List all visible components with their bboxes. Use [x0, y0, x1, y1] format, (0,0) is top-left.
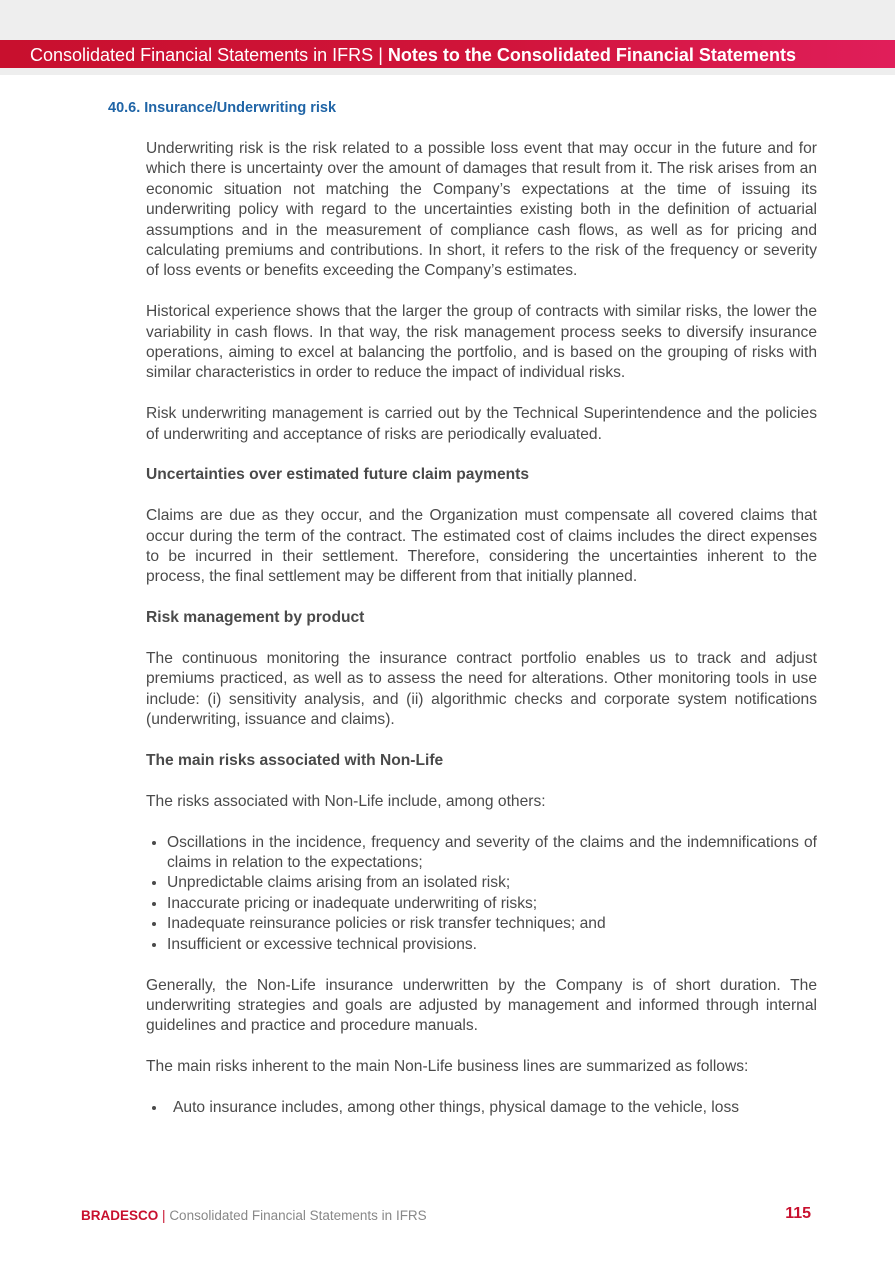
paragraph-claims: Claims are due as they occur, and the Organization must compensate all covered claims that occur during the term of the contract. The estimated cost of claims includes the direct expenses to be incurred in their settlement. Therefore, considering the uncertainties inherent to the process, the final settlement may be different from that initially planned.	[146, 507, 817, 586]
paragraph-business-lines: The main risks inherent to the main Non-Life business lines are summarized as follows:	[146, 1058, 749, 1076]
heading-uncertainties: Uncertainties over estimated future claim payments	[146, 466, 530, 484]
section-title: 40.6. Insurance/Underwriting risk	[108, 100, 337, 116]
header-underlay	[0, 68, 895, 75]
business-lines-list	[146, 1098, 817, 1118]
main-content	[146, 139, 817, 1118]
page-header	[0, 40, 895, 68]
header-title	[30, 44, 796, 66]
footer-title: Consolidated Financial Statements in IFRS	[169, 1208, 427, 1223]
paragraph-historical-experience: Historical experience shows that the larger the group of contracts with similar risks, the lower the variability in cash flows. In that way, the risk management process seeks to diversify insurance operations, aiming to excel at balancing the portfolio, and is based on the grouping of risks with similar characteristics in order to reduce the impact of individual risks.	[146, 303, 817, 382]
paragraph-underwriting-risk: Underwriting risk is the risk related to a possible loss event that may occur in the future and for which there is uncertainty over the amount of damages that result from it. The risk arises from an economic situation not matching the Company’s expectations at the time of issuing its underwriting policy with regard to the uncertainties existing both in the definition of actuarial assumptions and in the measurement of compliance cash flows, as well as for pricing and calculating premiums and contributions. In short, it refers to the risk of the frequency or severity of loss events or benefits exceeding the Company’s estimates.	[146, 140, 817, 280]
list-item: • Inaccurate pricing or inadequate underwriting of risks;	[167, 894, 817, 914]
header-title-bold: Notes to the Consolidated Financial Statements	[387, 45, 796, 65]
heading-risk-by-product: Risk management by product	[146, 609, 365, 627]
header-separator: |	[378, 45, 383, 65]
paragraph-risk-management: Risk underwriting management is carried out by the Technical Superintendence and the policies of underwriting and acceptance of risks are periodically evaluated.	[146, 405, 817, 443]
paragraph-non-life-intro: The risks associated with Non-Life include, among others:	[146, 792, 546, 810]
paragraph-monitoring: The continuous monitoring the insurance contract portfolio enables us to track and adjust premiums practiced, as well as to assess the need for alterations. Other monitoring tools in use include: (i) sensitivity analysis, and (ii) algorithmic checks and corporate system notifications (underwriting, issuance and claims).	[146, 650, 817, 729]
paragraph-short-duration: Generally, the Non-Life insurance underwritten by the Company is of short duration. The underwriting strategies and goals are adjusted by management and informed through internal guidelines and practice and procedure manuals.	[146, 976, 817, 1035]
page-number: 115	[785, 1205, 811, 1222]
heading-non-life-risks: The main risks associated with Non-Life	[146, 752, 444, 770]
list-item: • Oscillations in the incidence, frequency and severity of the claims and the indemnifications of claims in relation to the expectations;	[167, 833, 817, 874]
list-item: • Inadequate reinsurance policies or risk transfer techniques; and	[167, 914, 817, 934]
non-life-risk-list	[146, 833, 817, 955]
footer-separator: |	[162, 1208, 166, 1223]
list-item: • Insufficient or excessive technical provisions.	[167, 935, 817, 955]
header-title-regular: Consolidated Financial Statements in IFRS	[30, 45, 374, 65]
footer-brand: BRADESCO	[81, 1208, 159, 1223]
page-footer	[81, 1207, 811, 1227]
list-item: • Unpredictable claims arising from an isolated risk;	[167, 873, 817, 893]
top-strip	[0, 0, 895, 40]
list-item: • Auto insurance includes, among other things, physical damage to the vehicle, loss	[167, 1098, 817, 1118]
